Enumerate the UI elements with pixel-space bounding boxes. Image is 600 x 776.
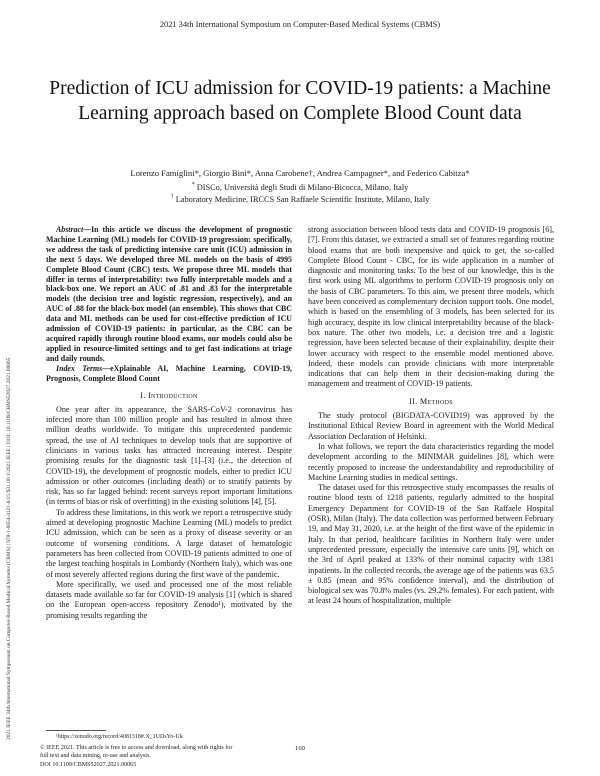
affiliation-2-mark: † <box>170 194 174 200</box>
index-terms-text: —eXplainable AI, Machine Learning, COVID-19, Prognosis, Complete Blood Count <box>46 363 293 383</box>
footer-doi: DOI 10.1109/CBMS52027.2021.00065 <box>40 762 137 768</box>
index-terms <box>46 364 292 384</box>
conference-header: 2021 34th International Symposium on Computer-Based Medical Systems (CBMS) <box>159 20 441 29</box>
paper-title: Prediction of ICU admission for COVID-19 patients: a Machine Learning approach based on Complete Blood Count data <box>49 78 551 124</box>
right-paragraph-1: strong association between blood tests data and COVID-19 prognosis [6], [7]. From this dataset, we extracted a small set of features regarding routine blood exams that are both inexpensive and quick to get, the so-called Complete Blood Count - CBC, for its wide application in a number of diagnostic and monitoring tasks. To the best of our knowledge, this is the first work using ML algorithms to perform COVID-19 prognosis only on the basis of CBC parameters. To this aim, we present three models, which have been conceived as complementary decision support tools. One model, which is based on the ensembling of 3 models, has been selected for its high accuracy, despite its low clinical interpretability because of the black-box nature. The other two models, i.e. a decision tree and a logistic regression, have been selected because of their explainability, despite their lower accuracy with respect to the ensemble model mentioned above. Indeed, these models can provide clinicians with more interpretable indications that can help them in their decision-making during the management and treatment of COVID-19 patients. <box>308 225 554 389</box>
abstract-text: —In this article we discuss the development of prognostic Machine Learning (ML) models for COVID-19 progression: specifically, we address the task of predicting intensive care unit (ICU) admission in the next 5 days. We developed three ML models on the basis of 4995 Complete Blood Count (CBC) tests. We propose three ML models that differ in terms of interpretability: two fully interpretable models and a black-box one. We report an AUC of .81 and .83 for the interpretable models (the decision tree and logistic regression, respectively), and an AUC of .88 for the black-box model (an ensemble). This shows that CBC data and ML methods can be used for cost-effective prediction of ICU admission of COVID-19 patients: in particular, as the CBC can be acquired rapidly through routine blood exams, our models could also be applied in resource-limited settings and to get fast indications at triage and daily rounds. <box>46 225 292 363</box>
section-heading-methods <box>308 397 554 407</box>
affiliation-1-text: DISCo, Università degli Studi di Milano-Bicocca, Milano, Italy <box>196 182 409 192</box>
intro-paragraph-3: More specifically, we used and processed one of the most reliable datasets made available so far for COVID-19 analysis [1] (which is shared on the European open-access repository Zenodo¹), motivated by the promising results regarding the <box>46 579 292 620</box>
section-number: II. <box>409 396 418 406</box>
affiliation-1-mark: * <box>191 182 195 188</box>
author-list: Lorenzo Famiglini*, Giorgio Bini*, Anna Carobene†, Andrea Campagner*, and Federico Cabitza* <box>130 168 470 178</box>
right-column <box>308 225 554 607</box>
intro-paragraph-2: To address these limitations, in this work we report a retrospective study aimed at developing prognostic Machine Learning (ML) models to predict ICU admission, which can be seen as a proxy of disease severity or an outcome of worsening conditions. A large dataset of hematologic parameters has been collected from COVID-19 patients admitted to one of the largest teaching hospitals in Lombardy (Northern Italy), which was one of most severely affected regions during the first wave of the pandemic. <box>46 507 292 579</box>
footnote-divider <box>46 730 106 731</box>
section-title: Introduction <box>148 390 198 400</box>
affiliation-2 <box>40 192 560 205</box>
page-number: 160 <box>295 745 305 752</box>
intro-paragraph-1: One year after its appearance, the SARS-CoV-2 coronavirus has infected more than 100 million people and has resulted in almost three million deaths worldwide. To mitigate this unprecedented pandemic spread, the use of AI techniques to develop tools that are supportive of clinicians in various tasks has attracted increasing interest. Despite promising results for the diagnostic task [1]–[3] (i.e., the detection of COVID-19), the development of prognostic models, either to predict ICU admission or other outcomes (including death) or to stratify patients by risk, has so far lagged behind: recent surveys report important limitations (in terms of bias or risk of overfitting) in the existing solutions [4], [5]. <box>46 404 292 507</box>
abstract-label: Abstract <box>56 225 84 234</box>
index-terms-label: Index Terms <box>56 363 103 373</box>
abstract <box>46 225 292 364</box>
methods-paragraph-3: The dataset used for this retrospective study encompasses the results of routine blood tests of 1218 patients, regularly admitted to the hospital Emergency Department for COVID-19 of the San Raffaele Hospital (OSR), Milan (Italy). The data collection was performed between February 19, and May 31, 2020, i.e. at the height of the first wave of the epidemic in Italy. In that period, healthcare facilities in Northern Italy were under unprecedented pressure, especially the intensive care units [9], which on the 3rd of April peaked at 133% of their nominal capacity with 1381 inpatients. In the collected records, the average age of the patients was 63.5 ± 0.85 (mean and 95% confidence interval), and the distribution of biological sex was 70.8% males (vs. 29.2% females). For each patient, with at least 24 hours of hospitalization, multiple <box>308 483 554 606</box>
left-column <box>46 225 292 621</box>
section-number: I. <box>140 390 146 400</box>
side-doi-stamp: 2021 IEEE 34th International Symposium on Computer-Based Medical Systems (CBMS) | 978-1-6654-4121-6/21/$31.00 ©2021 IEEE | DOI: 10.1109/CBMS52027.2021.00065 <box>6 357 12 740</box>
footer-copyright: © IEEE 2021. This article is free to access and download, along with rights for full text and data mining, re-use and analysis. <box>40 745 233 759</box>
affiliation-2-text: Laboratory Medicine, IRCCS San Raffaele Scientific Institute, Milano, Italy <box>175 194 430 204</box>
affiliation-1 <box>40 180 560 193</box>
section-title: Methods <box>419 396 453 406</box>
footnote-link[interactable]: ¹https://zenodo.org/record/4081318#.X_1UDsYo-Uk <box>56 734 183 740</box>
section-heading-introduction <box>46 391 292 401</box>
methods-paragraph-1: The study protocol (BIGDATA-COVID19) was approved by the Institutional Ethical Review Board in agreement with the World Medical Association Declaration of Helsinki. <box>308 411 554 441</box>
methods-paragraph-2: In what follows, we report the data characteristics regarding the model development according to the MINIMAR guidelines [8], which were recently proposed to increase the understandability and reproducibility of Machine Learning studies in medical settings. <box>308 441 554 482</box>
